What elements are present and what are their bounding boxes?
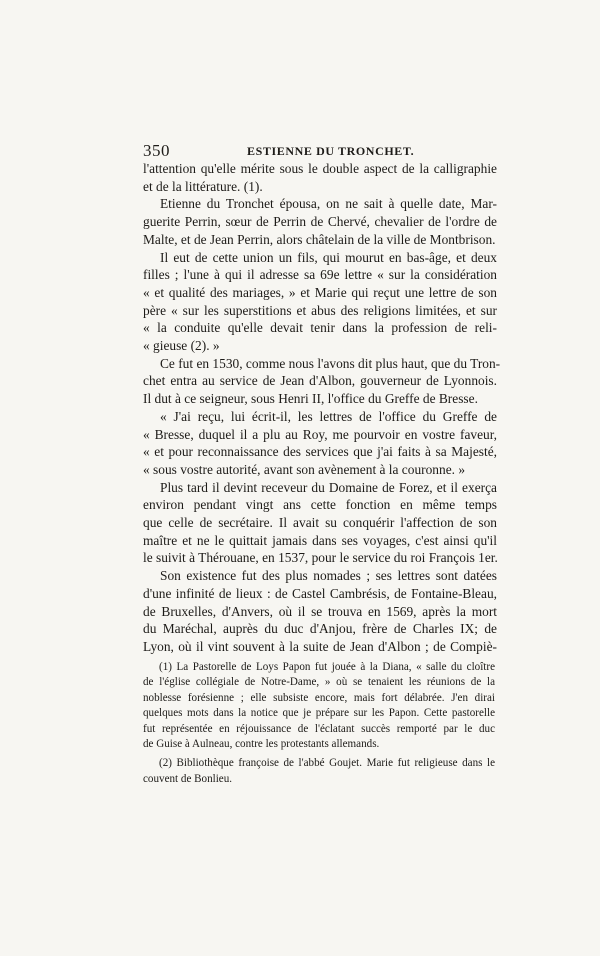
footnote-line: quelques mots dans la notice que je prépare sur les Papon. Cette pastorelle	[143, 707, 495, 720]
text-line: filles ; l'une à qui il adresse sa 69e lettre « sur la considération	[143, 267, 497, 283]
text-line: l'attention qu'elle mérite sous le double aspect de la calligraphie	[143, 161, 497, 176]
paragraph	[143, 408, 497, 479]
paragraph	[143, 479, 497, 568]
text-line: d'une infinité de lieux : de Castel Cambrésis, de Fontaine-Bleau,	[143, 585, 497, 601]
text-line: chet entra au service de Jean d'Albon, gouverneur de Lyonnois.	[143, 373, 497, 389]
paragraph	[143, 195, 497, 248]
text-line: Son existence fut des plus nomades ; ses lettres sont datées	[160, 568, 497, 584]
text-line: père « sur les superstitions et abus des religions limitées, et sur	[143, 302, 497, 318]
footnote-2	[143, 756, 495, 787]
text-line: que celle de secrétaire. Il avait su conquérir l'affection de son	[143, 515, 497, 531]
text-line: « Bresse, duquel il a plu au Roy, me pourvoir en vostre faveur,	[143, 426, 497, 442]
text-line: maître et ne le quittait jamais dans ses voyages, c'est ainsi qu'il	[143, 532, 497, 548]
page-number: 350	[143, 141, 170, 160]
text-line: « et pour reconnaissance des services que j'ai faits à sa Majesté,	[143, 444, 497, 460]
running-title: ESTIENNE DU TRONCHET.	[247, 144, 415, 158]
text-line: « et qualité des mariages, » et Marie qui reçut une lettre de son	[143, 284, 497, 300]
text-line: Malte, et de Jean Perrin, alors châtelain de la ville de Montbrison.	[143, 231, 496, 247]
text-line: de Bruxelles, d'Anvers, où il se trouva en 1569, après la mort	[143, 603, 497, 619]
footnote-line: de Guise à Aulneau, contre les protestants allemands.	[143, 738, 380, 751]
text-line: le suivit à Thérouane, en 1537, pour le service du roi François 1er.	[143, 550, 498, 566]
paragraph	[143, 355, 501, 408]
footnote-line: noblesse forésienne ; elle subsiste encore, mais fort délabrée. J'en dirai	[143, 691, 495, 704]
text-line: Plus tard il devint receveur du Domaine de Forez, et il exerça	[160, 479, 497, 495]
footnote-line: fut représentée en réjouissance de l'éclatant succès remporté par le duc	[143, 722, 495, 735]
paragraph	[143, 567, 497, 656]
text-line: guerite Perrin, sœur de Perrin de Chervé, chevalier de l'ordre de	[143, 214, 497, 230]
footnote-line: de l'église collégiale de Notre-Dame, » où se tenaient les réunions de la	[143, 676, 495, 689]
footnote-1	[143, 660, 495, 752]
main-text	[143, 160, 501, 656]
text-line: Il eut de cette union un fils, qui mourut en bas-âge, et deux	[160, 249, 497, 265]
text-line: Etienne du Tronchet épousa, on ne sait à quelle date, Mar-	[160, 196, 497, 212]
text-line: Il dut à ce seigneur, sous Henri II, l'office du Greffe de Bresse.	[143, 391, 478, 407]
text-line: et de la littérature. (1).	[143, 178, 263, 194]
text-line: du Maréchal, auprès du duc d'Anjou, frère de Charles IX; de	[143, 621, 497, 637]
text-line: « gieuse (2). »	[143, 338, 220, 354]
footnote-line: (1) La Pastorelle de Loys Papon fut jouée à la Diana, « salle du cloître	[159, 661, 495, 673]
page-header	[143, 141, 471, 161]
text-line: Ce fut en 1530, comme nous l'avons dit plus haut, que du Tron-	[160, 355, 501, 371]
paragraph	[143, 249, 497, 355]
footnote-line: (2) Bibliothèque françoise de l'abbé Goujet. Marie fut religieuse dans le	[159, 757, 495, 770]
text-line: « J'ai reçu, lui écrit-il, les lettres de l'office du Greffe de	[160, 408, 497, 424]
text-line: « la conduite qu'elle devait tenir dans la profession de reli-	[143, 320, 497, 336]
text-line: Lyon, où il vint souvent à la suite de Jean d'Albon ; de Compiè-	[143, 638, 497, 654]
footnotes	[143, 660, 495, 787]
paragraph	[143, 160, 497, 195]
footnote-line: couvent de Bonlieu.	[143, 772, 233, 785]
text-line: environ pendant vingt ans cette fonction en même temps	[143, 497, 497, 513]
text-line: « sous vostre autorité, avant son avènement à la couronne. »	[143, 461, 466, 477]
